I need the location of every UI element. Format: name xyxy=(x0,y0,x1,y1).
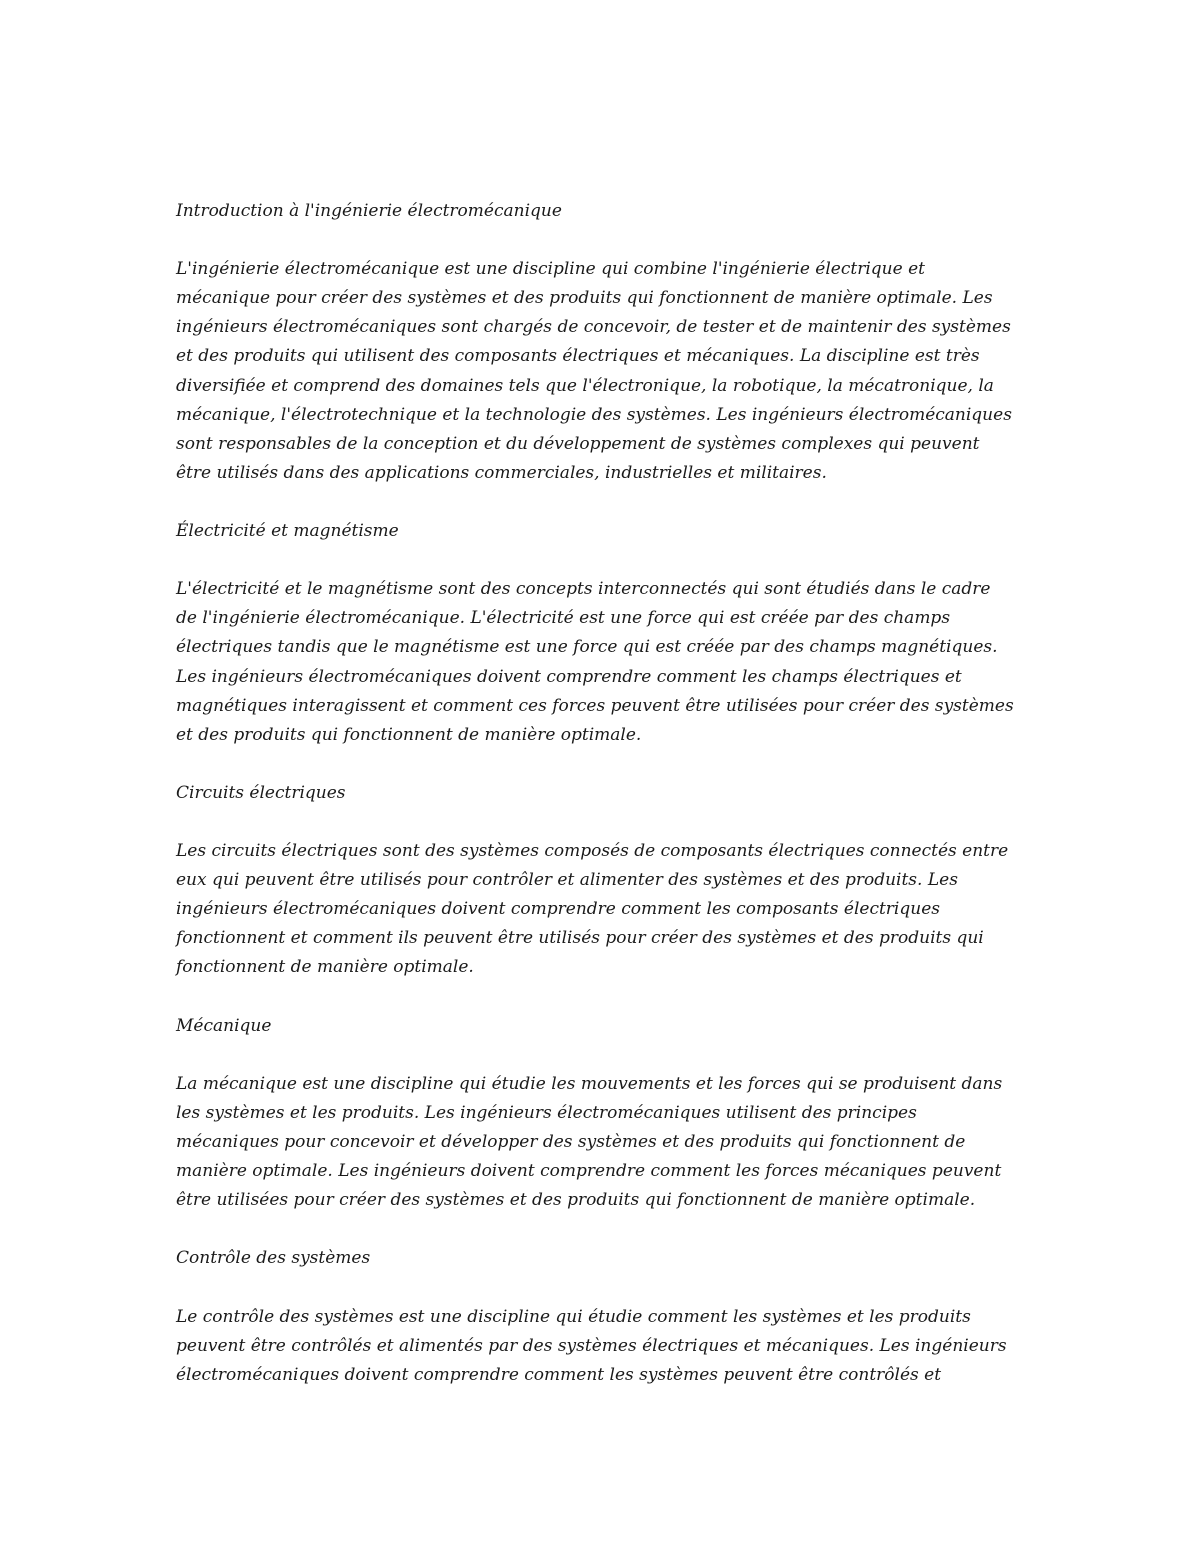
paragraph-line: électromécaniques doivent comprendre comment les systèmes peuvent être contrôlés et xyxy=(176,1364,942,1385)
section-heading: Introduction à l'ingénierie électromécanique xyxy=(176,201,562,221)
paragraph-line: de l'ingénierie électromécanique. L'électricité est une force qui est créée par des champs xyxy=(176,608,951,629)
paragraph-line: mécanique pour créer des systèmes et des produits qui fonctionnent de manière optimale. Les xyxy=(176,288,993,309)
paragraph-line: et des produits qui utilisent des composants électriques et mécaniques. La discipline est très xyxy=(176,346,980,367)
paragraph-line: les systèmes et les produits. Les ingénieurs électromécaniques utilisent des principes xyxy=(176,1102,917,1123)
section-paragraph xyxy=(176,837,1036,982)
paragraph-line: manière optimale. Les ingénieurs doivent comprendre comment les forces mécaniques peuvent xyxy=(176,1161,1002,1182)
section-paragraph xyxy=(176,575,1036,750)
paragraph-line: ingénieurs électromécaniques sont chargés de concevoir, de tester et de maintenir des systèmes xyxy=(176,317,1011,338)
paragraph-line: diversifiée et comprend des domaines tels que l'électronique, la robotique, la mécatronique, la xyxy=(176,375,994,396)
paragraph-line: fonctionnent et comment ils peuvent être utilisés pour créer des systèmes et des produits qui xyxy=(176,928,984,949)
section-heading: Mécanique xyxy=(176,1015,272,1036)
section-heading: Électricité et magnétisme xyxy=(176,521,399,542)
paragraph-line: mécaniques pour concevoir et développer des systèmes et des produits qui fonctionnent de xyxy=(176,1132,966,1152)
paragraph-line: L'électricité et le magnétisme sont des concepts interconnectés qui sont étudiés dans le cadre xyxy=(176,579,991,600)
section-paragraph xyxy=(176,1070,1036,1215)
paragraph-line: magnétiques interagissent et comment ces forces peuvent être utilisées pour créer des systèmes xyxy=(176,695,1014,716)
section-introduction xyxy=(176,197,1036,488)
paragraph-line: Le contrôle des systèmes est une discipline qui étudie comment les systèmes et les produits xyxy=(176,1306,971,1327)
paragraph-line: électriques tandis que le magnétisme est une force qui est créée par des champs magnétiques. xyxy=(176,637,998,658)
section-paragraph xyxy=(176,255,1036,488)
section-circuits-electriques xyxy=(176,779,1036,983)
paragraph-line: ingénieurs électromécaniques doivent comprendre comment les composants électriques xyxy=(176,899,940,920)
paragraph-line: sont responsables de la conception et du développement de systèmes complexes qui peuvent xyxy=(176,433,980,454)
paragraph-line: La mécanique est une discipline qui étudie les mouvements et les forces qui se produisent dans xyxy=(176,1073,1003,1094)
section-mecanique xyxy=(176,1012,1036,1216)
paragraph-line: être utilisées pour créer des systèmes et des produits qui fonctionnent de manière optimale. xyxy=(176,1190,976,1211)
section-heading: Contrôle des systèmes xyxy=(176,1248,371,1269)
document-body xyxy=(176,197,1036,1419)
paragraph-line: fonctionnent de manière optimale. xyxy=(176,957,474,978)
paragraph-line: L'ingénierie électromécanique est une discipline qui combine l'ingénierie électrique et xyxy=(176,259,925,280)
section-paragraph xyxy=(176,1303,1036,1390)
section-heading: Circuits électriques xyxy=(176,782,346,803)
paragraph-line: eux qui peuvent être utilisés pour contrôler et alimenter des systèmes et des produits. Les xyxy=(176,870,958,891)
paragraph-line: Les ingénieurs électromécaniques doivent comprendre comment les champs électriques et xyxy=(176,666,962,687)
section-electricite-magnetisme xyxy=(176,517,1036,750)
paragraph-line: Les circuits électriques sont des systèmes composés de composants électriques connectés entre xyxy=(176,841,1009,862)
paragraph-line: être utilisés dans des applications commerciales, industrielles et militaires. xyxy=(176,462,827,483)
section-controle-systemes xyxy=(176,1244,1036,1389)
paragraph-line: peuvent être contrôlés et alimentés par des systèmes électriques et mécaniques. Les ingénieurs xyxy=(176,1335,1007,1356)
paragraph-line: mécanique, l'électrotechnique et la technologie des systèmes. Les ingénieurs électromécaniques xyxy=(176,404,1012,425)
paragraph-line: et des produits qui fonctionnent de manière optimale. xyxy=(176,724,642,745)
